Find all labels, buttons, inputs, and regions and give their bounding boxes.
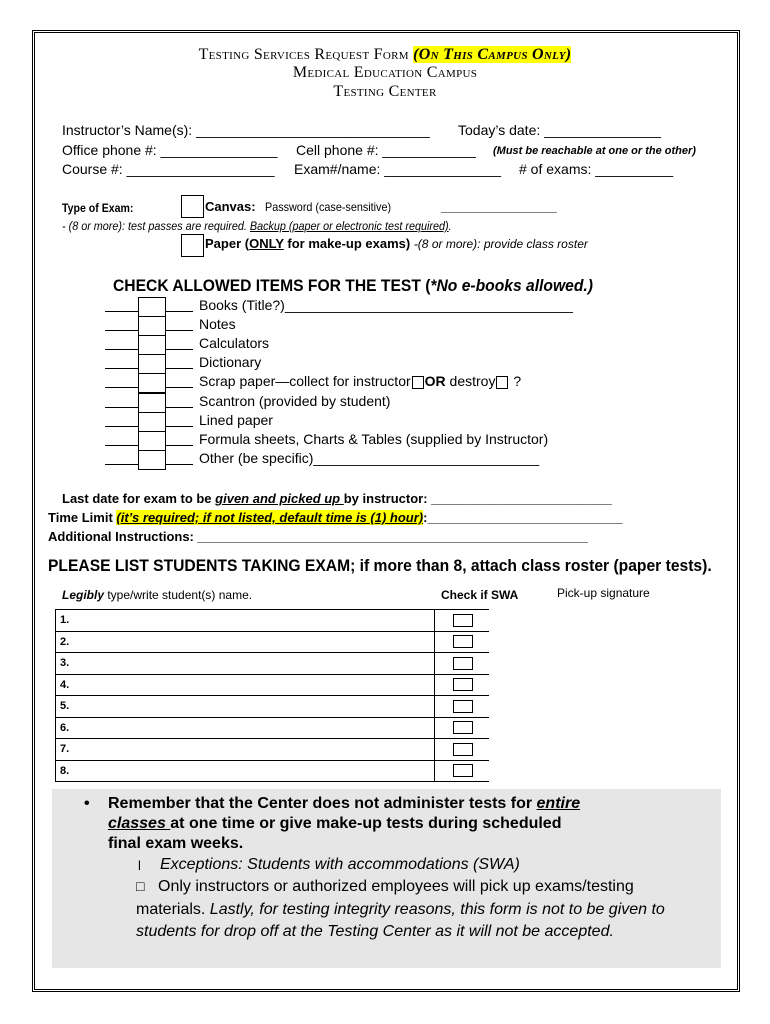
swa-checkbox[interactable] [453, 721, 473, 734]
swa-checkbox[interactable] [453, 700, 473, 713]
allowed-item-label: Formula sheets, Charts & Tables (supplied by Instructor) [199, 430, 549, 447]
office-phone-field[interactable]: Office phone #: _______________ [62, 142, 278, 158]
allowed-item-checkbox[interactable] [138, 354, 166, 374]
pickup-signature-cell[interactable] [489, 739, 668, 761]
course-field[interactable]: Course #: ___________________ [62, 161, 275, 177]
swa-checkbox[interactable] [453, 614, 473, 627]
table-row [56, 631, 668, 653]
materials-line: materials. Lastly, for testing integrity reasons, this form is not to be given to [136, 901, 665, 918]
paper-label: Paper (ONLY for make-up exams) -(8 or more): provide class roster [205, 236, 588, 251]
check-swa-header: Check if SWA [441, 588, 519, 602]
allowed-item-checkbox[interactable] [138, 373, 166, 393]
center-name: Testing Center [333, 83, 437, 100]
allowed-items-heading: CHECK ALLOWED ITEMS FOR THE TEST (*No e-books allowed.) [113, 276, 593, 295]
student-name-cell[interactable]: 8. [56, 760, 435, 782]
swa-checkbox[interactable] [453, 678, 473, 691]
students-heading: PLEASE LIST STUDENTS TAKING EXAM; if more than 8, attach class roster (paper tests). [48, 556, 712, 575]
pickup-signature-cell[interactable] [489, 696, 668, 718]
notice-bullet: • [84, 795, 90, 812]
paper-checkbox[interactable] [181, 234, 204, 257]
swa-cell [435, 739, 490, 761]
table-row [56, 739, 668, 761]
table-row [56, 674, 668, 696]
cell-phone-field[interactable]: Cell phone #: ____________ [296, 142, 476, 158]
notice-line3: final exam weeks. [108, 835, 244, 852]
table-row [56, 610, 668, 632]
table-row [56, 696, 668, 718]
allowed-item-label: Scantron (provided by student) [199, 392, 391, 409]
student-name-cell[interactable]: 6. [56, 717, 435, 739]
additional-instructions-field[interactable]: Additional Instructions: ______________________________________________________ [48, 529, 588, 544]
legibly-instruction: Legibly type/write student(s) name. [62, 588, 253, 602]
password-blank[interactable]: ________________ [441, 199, 557, 214]
allowed-item-checkbox[interactable] [138, 431, 166, 451]
student-name-cell[interactable]: 3. [56, 653, 435, 675]
allowed-item-checkbox[interactable] [138, 316, 166, 336]
allowed-item-checkbox[interactable] [138, 297, 166, 317]
swa-cell [435, 696, 490, 718]
swa-cell [435, 610, 490, 632]
form-title: Testing Services Request Form (On This Campus Only) [198, 46, 572, 63]
student-name-cell[interactable]: 4. [56, 674, 435, 696]
pickup-signature-cell[interactable] [489, 717, 668, 739]
allowed-item-checkbox[interactable] [138, 335, 166, 355]
last-date-field[interactable]: Last date for exam to be given and picked up by instructor: _________________________ [62, 491, 612, 506]
notice-line1: Remember that the Center does not administer tests for entire [108, 795, 581, 812]
pickup-signature-cell[interactable] [489, 631, 668, 653]
canvas-label: Canvas: [205, 199, 256, 214]
swa-cell [435, 674, 490, 696]
table-row [56, 760, 668, 782]
time-limit-highlight: (it’s required; if not listed, default time is (1) hour) [116, 510, 424, 525]
allowed-item-label: Notes [199, 316, 236, 333]
allowed-item-checkbox[interactable] [138, 412, 166, 432]
allowed-item-label: Dictionary [199, 354, 262, 371]
pickup-signature-header: Pick-up signature [557, 586, 650, 600]
password-label: Password (case-sensitive) [265, 200, 392, 214]
swa-cell [435, 760, 490, 782]
allowed-item-label: Other (be specific)_____________________________ [199, 449, 540, 466]
pickup-signature-cell[interactable] [489, 760, 668, 782]
swa-checkbox[interactable] [453, 743, 473, 756]
exam-name-field[interactable]: Exam#/name: _______________ [294, 161, 502, 177]
swa-cell [435, 653, 490, 675]
only-mark: □ [136, 878, 145, 894]
exception-text: Exceptions: Students with accommodations (SWA) [160, 856, 520, 873]
campus-only-highlight: (On This Campus Only) [413, 46, 572, 63]
only-text: Only instructors or authorized employees will pick up exams/testing [158, 878, 634, 895]
canvas-checkbox[interactable] [181, 195, 204, 218]
student-name-cell[interactable]: 7. [56, 739, 435, 761]
allowed-item-checkbox[interactable] [138, 450, 166, 470]
reachable-note: (Must be reachable at one or the other) [493, 145, 696, 157]
allowed-item-label: Scrap paper—collect for instructor OR destroy ? [199, 373, 522, 390]
time-limit-field[interactable]: Time Limit (it’s required; if not listed, default time is (1) hour):___________________________ [48, 510, 623, 525]
instructor-names-field[interactable]: Instructor’s Name(s): ______________________________ [62, 122, 430, 138]
pickup-signature-cell[interactable] [489, 674, 668, 696]
num-exams-field[interactable]: # of exams: __________ [519, 161, 674, 177]
allowed-item-label: Calculators [199, 335, 270, 352]
table-row [56, 717, 668, 739]
students-table [55, 609, 668, 782]
allowed-item-label: Books (Title?)_____________________________________ [199, 297, 573, 313]
allowed-item-label: Lined paper [199, 411, 273, 428]
pickup-signature-cell[interactable] [489, 653, 668, 675]
swa-checkbox[interactable] [453, 764, 473, 777]
destroy-checkbox[interactable] [496, 376, 508, 389]
student-name-cell[interactable]: 2. [56, 631, 435, 653]
student-name-cell[interactable]: 1. [56, 610, 435, 632]
swa-cell [435, 631, 490, 653]
canvas-note: - (8 or more): test passes are required. Backup (paper or electronic test required). [62, 219, 452, 233]
swa-checkbox[interactable] [453, 635, 473, 648]
todays-date-field[interactable]: Today’s date: _______________ [458, 122, 661, 138]
swa-checkbox[interactable] [453, 657, 473, 670]
notice-box [52, 789, 721, 968]
table-row [56, 653, 668, 675]
student-name-cell[interactable]: 5. [56, 696, 435, 718]
swa-cell [435, 717, 490, 739]
dropoff-line: students for drop off at the Testing Center as it will not be accepted. [136, 923, 614, 940]
notice-line2: classes at one time or give make-up tests during scheduled [108, 815, 562, 832]
pickup-signature-cell[interactable] [489, 610, 668, 632]
allowed-item-checkbox[interactable] [138, 393, 166, 413]
collect-checkbox[interactable] [412, 376, 424, 389]
type-of-exam-label: Type of Exam: [62, 201, 134, 215]
exception-mark: l [138, 858, 141, 873]
campus-name: Medical Education Campus [292, 64, 478, 81]
